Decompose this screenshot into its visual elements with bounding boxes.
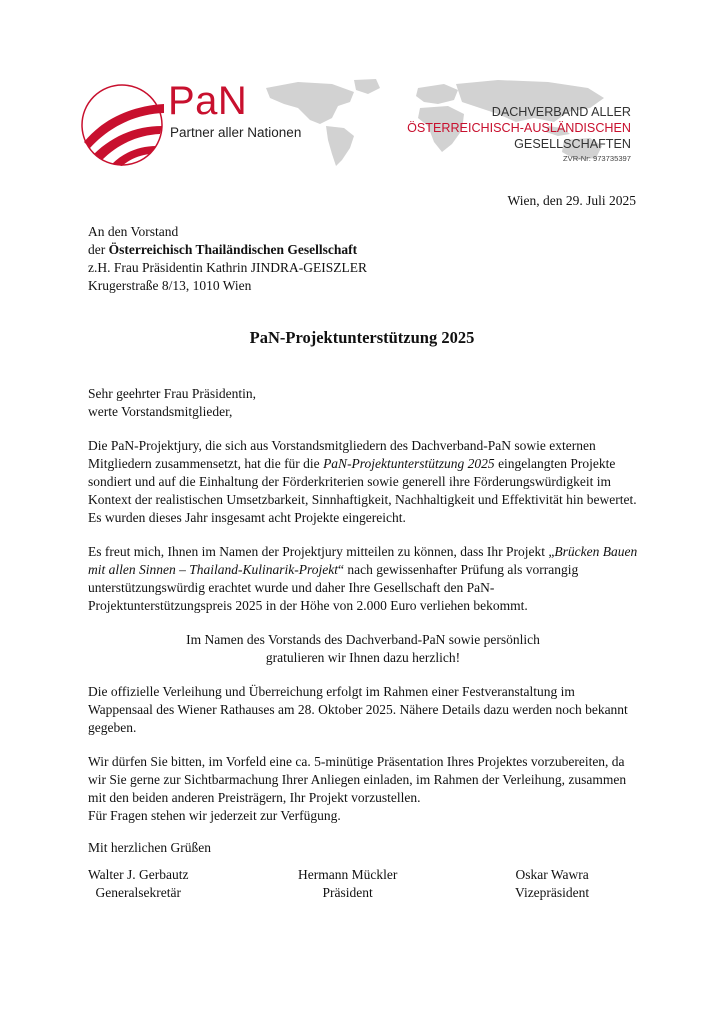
signature-vizepraesident <box>515 866 589 902</box>
project-title: Brücken Bauen mit allen Sinnen – Thailand-Kulinarik-Projekt <box>88 544 638 577</box>
zvr-number: ZVR-Nr: 973735397 <box>563 154 631 163</box>
congratulations-line-2: gratulieren wir Ihnen dazu herzlich! <box>265 650 461 665</box>
questions-text: Für Fragen stehen wir jederzeit zur Verfügung. <box>88 808 341 823</box>
brand-tagline: Partner aller Nationen <box>170 125 302 140</box>
address-line-4: Krugerstraße 8/13, 1010 Wien <box>88 278 252 293</box>
letter-body <box>88 385 638 873</box>
salutation-line-2: werte Vorstandsmitglieder, <box>88 404 233 419</box>
closing: Mit herzlichen Grüßen <box>88 840 211 855</box>
signatory-name: Oskar Wawra <box>515 867 589 882</box>
recipient-address <box>88 223 367 295</box>
signatory-role: Generalsekretär <box>95 885 181 900</box>
signatory-name: Walter J. Gerbautz <box>88 867 189 882</box>
paragraph-ceremony: Die offizielle Verleihung und Überreichung erfolgt im Rahmen einer Festveranstaltung im Wappensaal des Wiener Rathauses am 28. Oktober 2025. Nähere Details dazu werden noch bekannt gegeben. <box>88 684 628 735</box>
congratulations <box>88 631 638 667</box>
brand-name: PaN <box>168 79 248 123</box>
signatory-role: Präsident <box>322 885 373 900</box>
program-name: PaN-Projektunterstützung 2025 <box>323 456 495 471</box>
congratulations-line-1: Im Namen des Vorstands des Dachverband-PaN sowie persönlich <box>186 632 540 647</box>
letter-date: Wien, den 29. Juli 2025 <box>507 193 636 208</box>
address-line-1: An den Vorstand <box>88 224 179 239</box>
org-line-2: ÖSTERREICHISCH-AUSLÄNDISCHEN <box>407 121 631 135</box>
letter-subject: PaN-Projektunterstützung 2025 <box>249 328 475 347</box>
address-line-3: z.H. Frau Präsidentin Kathrin JINDRA-GEISZLER <box>88 260 367 275</box>
presentation-text: Wir dürfen Sie bitten, im Vorfeld eine ca. 5-minütige Präsentation Ihres Projektes vorzubereiten, da wir Sie gerne zur Sichtbarmachung Ihrer Anliegen einladen, im Rahmen der Verleihung, zusammen mit den beiden anderen Preisträgern, Ihr Projekt vorzustellen. <box>88 754 627 805</box>
pan-logo-icon <box>78 84 166 166</box>
recipient-organization: Österreichisch Thailändischen Gesellschaft <box>108 242 358 257</box>
signatory-name: Hermann Mückler <box>298 867 398 882</box>
address-line-2-prefix: der <box>88 242 109 257</box>
salutation-line-1: Sehr geehrter Frau Präsidentin, <box>88 386 256 401</box>
signature-praesident <box>298 866 397 902</box>
signature-generalsekretaer <box>88 866 189 902</box>
paragraph-presentation <box>88 753 638 825</box>
paragraph-jury-text-2: eingelangten Projekte sondiert und auf die Einhaltung der Förderkriterien sowie generell ihre Förderungswürdigkeit im Kontext der realistischen Umsetzbarkeit, Sinnhaftigkeit, Nachhaltigkeit und Effektivität hin bewertet. Es wurden dieses Jahr insgesamt acht Projekte eingereicht. <box>88 456 637 525</box>
paragraph-jury <box>88 437 638 527</box>
org-line-3: GESELLSCHAFTEN <box>514 137 631 151</box>
paragraph-jury-text-1: Die PaN-Projektjury, die sich aus Vorstandsmitgliedern des Dachverband-PaN sowie externen Mitgliedern zusammensetzt, hat die für die <box>88 438 596 471</box>
paragraph-award-text-1: Es freut mich, Ihnen im Namen der Projektjury mitteilen zu können, dass Ihr Projekt „ <box>88 544 555 559</box>
paragraph-award-text-2: “ nach gewissenhafter Prüfung als vorrangig unterstützungswürdig erachtet wurde und daher Ihre Gesellschaft den PaN-Projektunterstützungspreis 2025 in der Höhe von 2.000 Euro verliehen bekommt. <box>88 562 579 613</box>
address-line-2 <box>88 241 367 259</box>
salutation <box>88 385 638 421</box>
umbrella-organization-block <box>407 104 631 166</box>
signatory-role: Vizepräsident <box>515 885 590 900</box>
letterhead <box>0 0 724 175</box>
paragraph-award <box>88 543 638 615</box>
org-line-1: DACHVERBAND ALLER <box>491 105 631 119</box>
